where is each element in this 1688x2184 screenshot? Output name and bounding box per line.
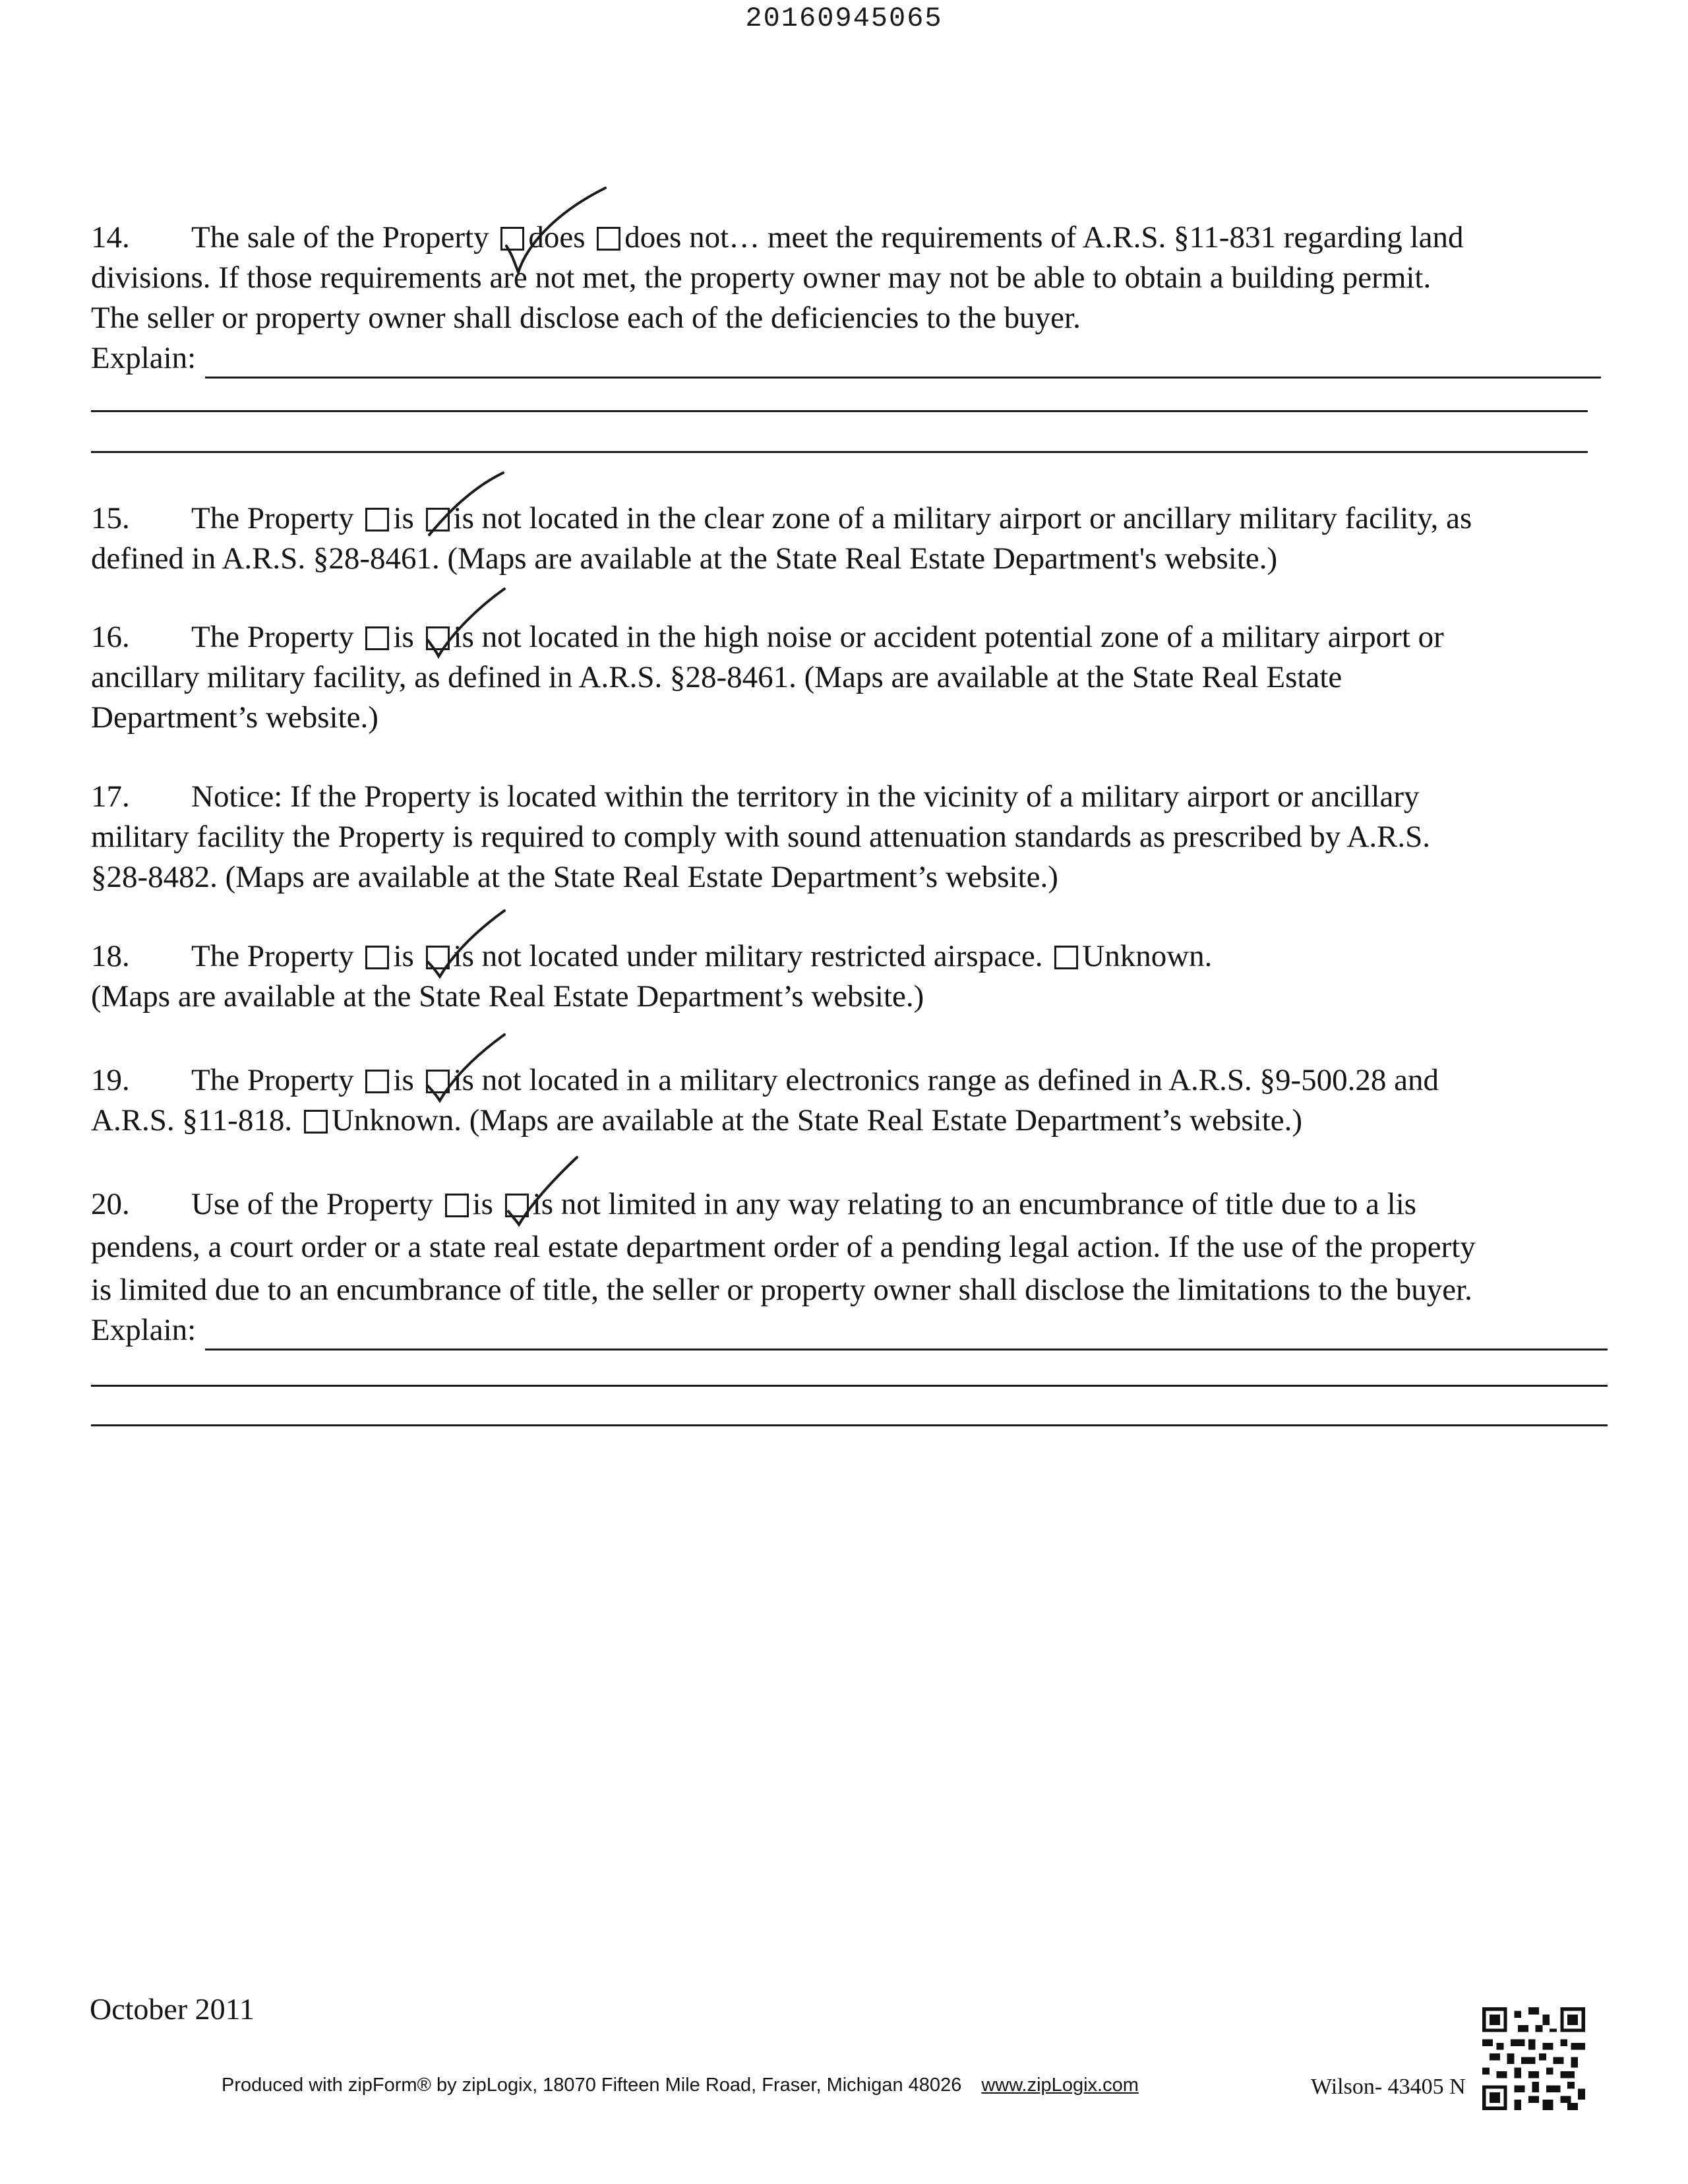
item-number: 17. [91,779,130,814]
handwritten-check-icon [425,908,511,981]
item-number: 14. [91,220,130,255]
is-checkbox[interactable] [445,1194,469,1217]
explain-label: Explain: [91,341,196,375]
handwritten-check-icon [425,471,511,544]
is-not-checkbox[interactable] [426,946,450,969]
item-15: 15. The Property is is not located in the clear zone of a military airport or ancillary military facility, as defined in A.R.S. §28-8461. (Maps are available at the State Real Estate Department's website.) [91,499,1601,579]
form-date: October 2011 [90,1992,255,2026]
unknown-checkbox[interactable] [304,1110,328,1134]
item-17: 17. Notice: If the Property is located within the territory in the vicinity of a military airport or ancillary military facility the Property is required to comply with sound attenuation standards as prescribed by A.R.S. §28-8482. (Maps are available at the State Real Estate Department’s website.) [91,777,1601,897]
does-checkbox[interactable] [500,227,524,251]
item-number: 16. [91,620,130,654]
ziplogix-link[interactable]: www.zipLogix.com [981,2075,1139,2096]
document-id: 20160945065 [745,3,943,34]
is-not-checkbox[interactable] [426,1070,450,1093]
explain-line[interactable] [91,1385,1608,1387]
item-number: 19. [91,1063,130,1097]
produced-by: Produced with zipForm® by zipLogix, 18070 Fifteen Mile Road, Fraser, Michigan 48026 www.zipLogix.com [222,2075,1139,2096]
handwritten-check-icon [500,188,612,287]
item-number: 15. [91,501,130,535]
is-checkbox[interactable] [365,1070,389,1093]
is-checkbox[interactable] [365,946,389,969]
is-not-checkbox[interactable] [426,626,450,650]
item-16: 16. The Property is is not located in the high noise or accident potential zone of a military airport or ancillary military facility, as defined in A.R.S. §28-8461. (Maps are available at the State Real Estate Department’s website.) [91,617,1601,738]
is-not-checkbox[interactable] [426,508,450,531]
is-checkbox[interactable] [365,508,389,531]
explain-line[interactable] [205,350,1601,379]
is-checkbox[interactable] [365,626,389,650]
unknown-checkbox[interactable] [1054,946,1078,969]
handwritten-check-icon [425,588,511,660]
item-number: 18. [91,939,130,973]
handwritten-check-icon [425,1032,511,1105]
explain-line[interactable] [91,451,1588,453]
form-id: Wilson- 43405 N [1311,2075,1466,2099]
handwritten-check-icon [504,1156,590,1228]
explain-line[interactable] [205,1322,1608,1350]
qr-code-icon [1482,2006,1585,2111]
item-19: 19. The Property is is not located in a military electronics range as defined in A.R.S. §9-500.28 and A.R.S. §11-818. Unknown. (Maps are available at the State Real Estate Department’s website.) [91,1060,1601,1141]
item-18: 18. The Property is is not located under military restricted airspace. Unknown. (Maps are available at the State Real Estate Department’s website.) [91,936,1601,1017]
item-14: 14. The sale of the Property does does not… meet the requirements of A.R.S. §11-831 regarding land divisions. If those requirements are not met, the property owner may not be able to obtain a building permit. The seller or property owner shall disclose each of the deficiencies to the buyer. Explain: [91,218,1601,379]
is-not-checkbox[interactable] [505,1194,529,1217]
item-20: 20. Use of the Property is is not limited in any way relating to an encumbrance of title due to a lis pendens, a court order or a state real estate department order of a pending legal action. If the use of the property is limited due to an encumbrance of title, the seller or property owner shall disclose the limitations to the buyer. Explain: [91,1184,1608,1350]
explain-line[interactable] [91,410,1588,412]
item-number: 20. [91,1187,130,1221]
explain-line[interactable] [91,1424,1608,1426]
explain-label: Explain: [91,1313,196,1347]
does-not-checkbox[interactable] [597,227,620,251]
